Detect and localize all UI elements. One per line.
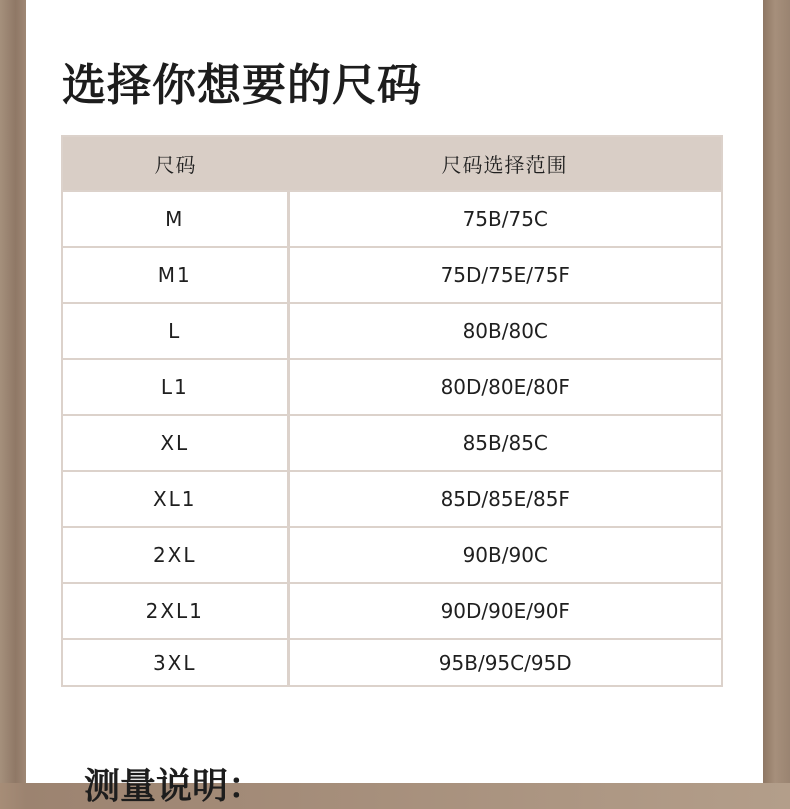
background-frame-right xyxy=(763,0,790,783)
size-cell: M xyxy=(62,191,288,247)
range-cell: 75D/75E/75F xyxy=(288,247,722,303)
table-body xyxy=(62,191,722,686)
table-row xyxy=(62,415,722,471)
table-row xyxy=(62,527,722,583)
table-row xyxy=(62,639,722,686)
range-cell: 95B/95C/95D xyxy=(288,639,722,686)
table-row xyxy=(62,191,722,247)
range-cell: 85B/85C xyxy=(288,415,722,471)
content-card xyxy=(26,0,763,807)
range-cell: 80B/80C xyxy=(288,303,722,359)
table-header-row xyxy=(62,136,722,191)
table-header xyxy=(62,136,722,191)
column-header-size: 尺码 xyxy=(62,136,288,191)
size-cell: 3XL xyxy=(62,639,288,686)
range-cell: 90D/90E/90F xyxy=(288,583,722,639)
table-row xyxy=(62,583,722,639)
size-cell: 2XL xyxy=(62,527,288,583)
page-title: 选择你想要的尺码 xyxy=(62,60,422,111)
size-cell: L1 xyxy=(62,359,288,415)
column-header-range: 尺码选择范围 xyxy=(288,136,722,191)
range-cell: 80D/80E/80F xyxy=(288,359,722,415)
measurement-section-title: 测量说明： xyxy=(84,766,265,807)
size-cell: XL xyxy=(62,415,288,471)
size-cell: L xyxy=(62,303,288,359)
background-frame-left xyxy=(0,0,26,783)
range-cell: 85D/85E/85F xyxy=(288,471,722,527)
range-cell: 75B/75C xyxy=(288,191,722,247)
range-cell: 90B/90C xyxy=(288,527,722,583)
size-cell: XL1 xyxy=(62,471,288,527)
size-cell: 2XL1 xyxy=(62,583,288,639)
table-row xyxy=(62,247,722,303)
size-table xyxy=(61,135,723,687)
table-row xyxy=(62,471,722,527)
table-row xyxy=(62,359,722,415)
table-row xyxy=(62,303,722,359)
size-cell: M1 xyxy=(62,247,288,303)
